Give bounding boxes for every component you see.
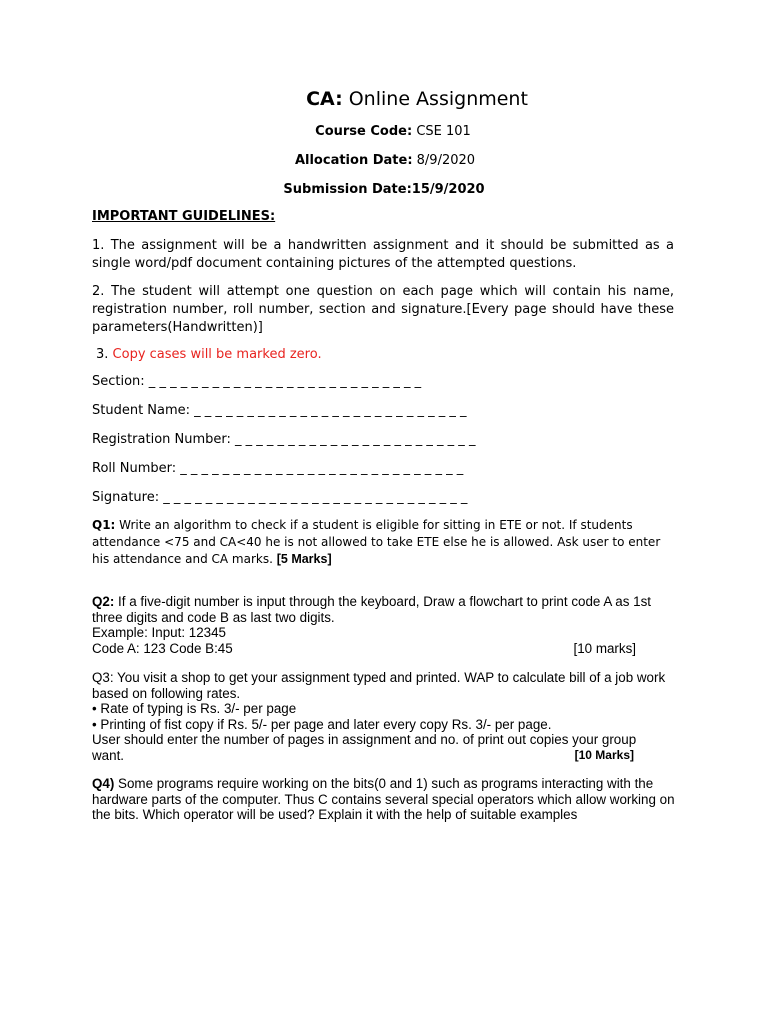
section-field: Section: _ _ _ _ _ _ _ _ _ _ _ _ _ _ _ _ _ _ _ _ _ _ _ _ _ _ (92, 374, 422, 389)
copy-cases-warning: Copy cases will be marked zero. (112, 347, 322, 362)
guideline-3: 3. Copy cases will be marked zero. (96, 347, 322, 362)
question-2: Q2: If a five-digit number is input through the keyboard, Draw a flowchart to print code A as 1st three digits and code B as last two digits. Example: Input: 12345 Code A: 123 Code B:45 [10 marks] (92, 594, 676, 656)
guideline-1: 1. The assignment will be a handwritten assignment and it should be submitted as a single word/pdf document containing pictures of the attempted questions. (92, 238, 674, 271)
q3-bullet-1: • Rate of typing is Rs. 3/- per page (92, 701, 297, 716)
q2-marks: [10 marks] (573, 640, 636, 656)
q3-bullet-2: • Printing of fist copy if Rs. 5/- per page and later every copy Rs. 3/- per page. (92, 716, 552, 732)
question-3: Q3: You visit a shop to get your assignment typed and printed. WAP to calculate bill of a job work based on following rates. • Rate of typing is Rs. 3/- per page • Printing of fist copy if Rs. 5/- per page and later every copy Rs. 3/- per page. User should enter the number of pages in assignment and no. of print out copies your group want. [10 Marks] (92, 670, 676, 763)
roll-number-field: Roll Number: _ _ _ _ _ _ _ _ _ _ _ _ _ _ _ _ _ _ _ _ _ _ _ _ _ _ _ (92, 461, 464, 476)
q2-output: Code A: 123 Code B:45 (92, 640, 233, 656)
q1-marks: [5 Marks] (276, 552, 332, 566)
q2-example: Example: Input: 12345 (92, 625, 226, 640)
registration-number-field: Registration Number: _ _ _ _ _ _ _ _ _ _ _ _ _ _ _ _ _ _ _ _ _ _ _ (92, 432, 476, 447)
question-1: Q1: Write an algorithm to check if a student is eligible for sitting in ETE or not. If students attendance <75 and CA<40 he is not allowed to take ETE else he is allowed. Ask user to enter his attendance and CA marks. [5 Marks] (92, 518, 661, 566)
signature-field: Signature: _ _ _ _ _ _ _ _ _ _ _ _ _ _ _ _ _ _ _ _ _ _ _ _ _ _ _ _ _ (92, 490, 468, 505)
document-title: CA: Online Assignment (306, 88, 528, 110)
q3-marks: [10 Marks] (574, 747, 634, 762)
student-name-field: Student Name: _ _ _ _ _ _ _ _ _ _ _ _ _ _ _ _ _ _ _ _ _ _ _ _ _ _ (92, 403, 467, 418)
submission-date: Submission Date:15/9/2020 (283, 182, 485, 197)
question-4: Q4) Some programs require working on the bits(0 and 1) such as programs interacting with the hardware parts of the computer. Thus C contains several special operators which allow working on the bits. Which operator will be used? Explain it with the help of suitable examples (92, 776, 675, 822)
course-code: Course Code: CSE 101 (315, 124, 471, 139)
allocation-date: Allocation Date: 8/9/2020 (294, 153, 476, 168)
guideline-2: 2. The student will attempt one question on each page which will contain his name, registration number, roll number, section and signature.[Every page should have these parameters(Handwritten)] (92, 284, 674, 335)
guidelines-heading: IMPORTANT GUIDELINES: (92, 209, 276, 224)
